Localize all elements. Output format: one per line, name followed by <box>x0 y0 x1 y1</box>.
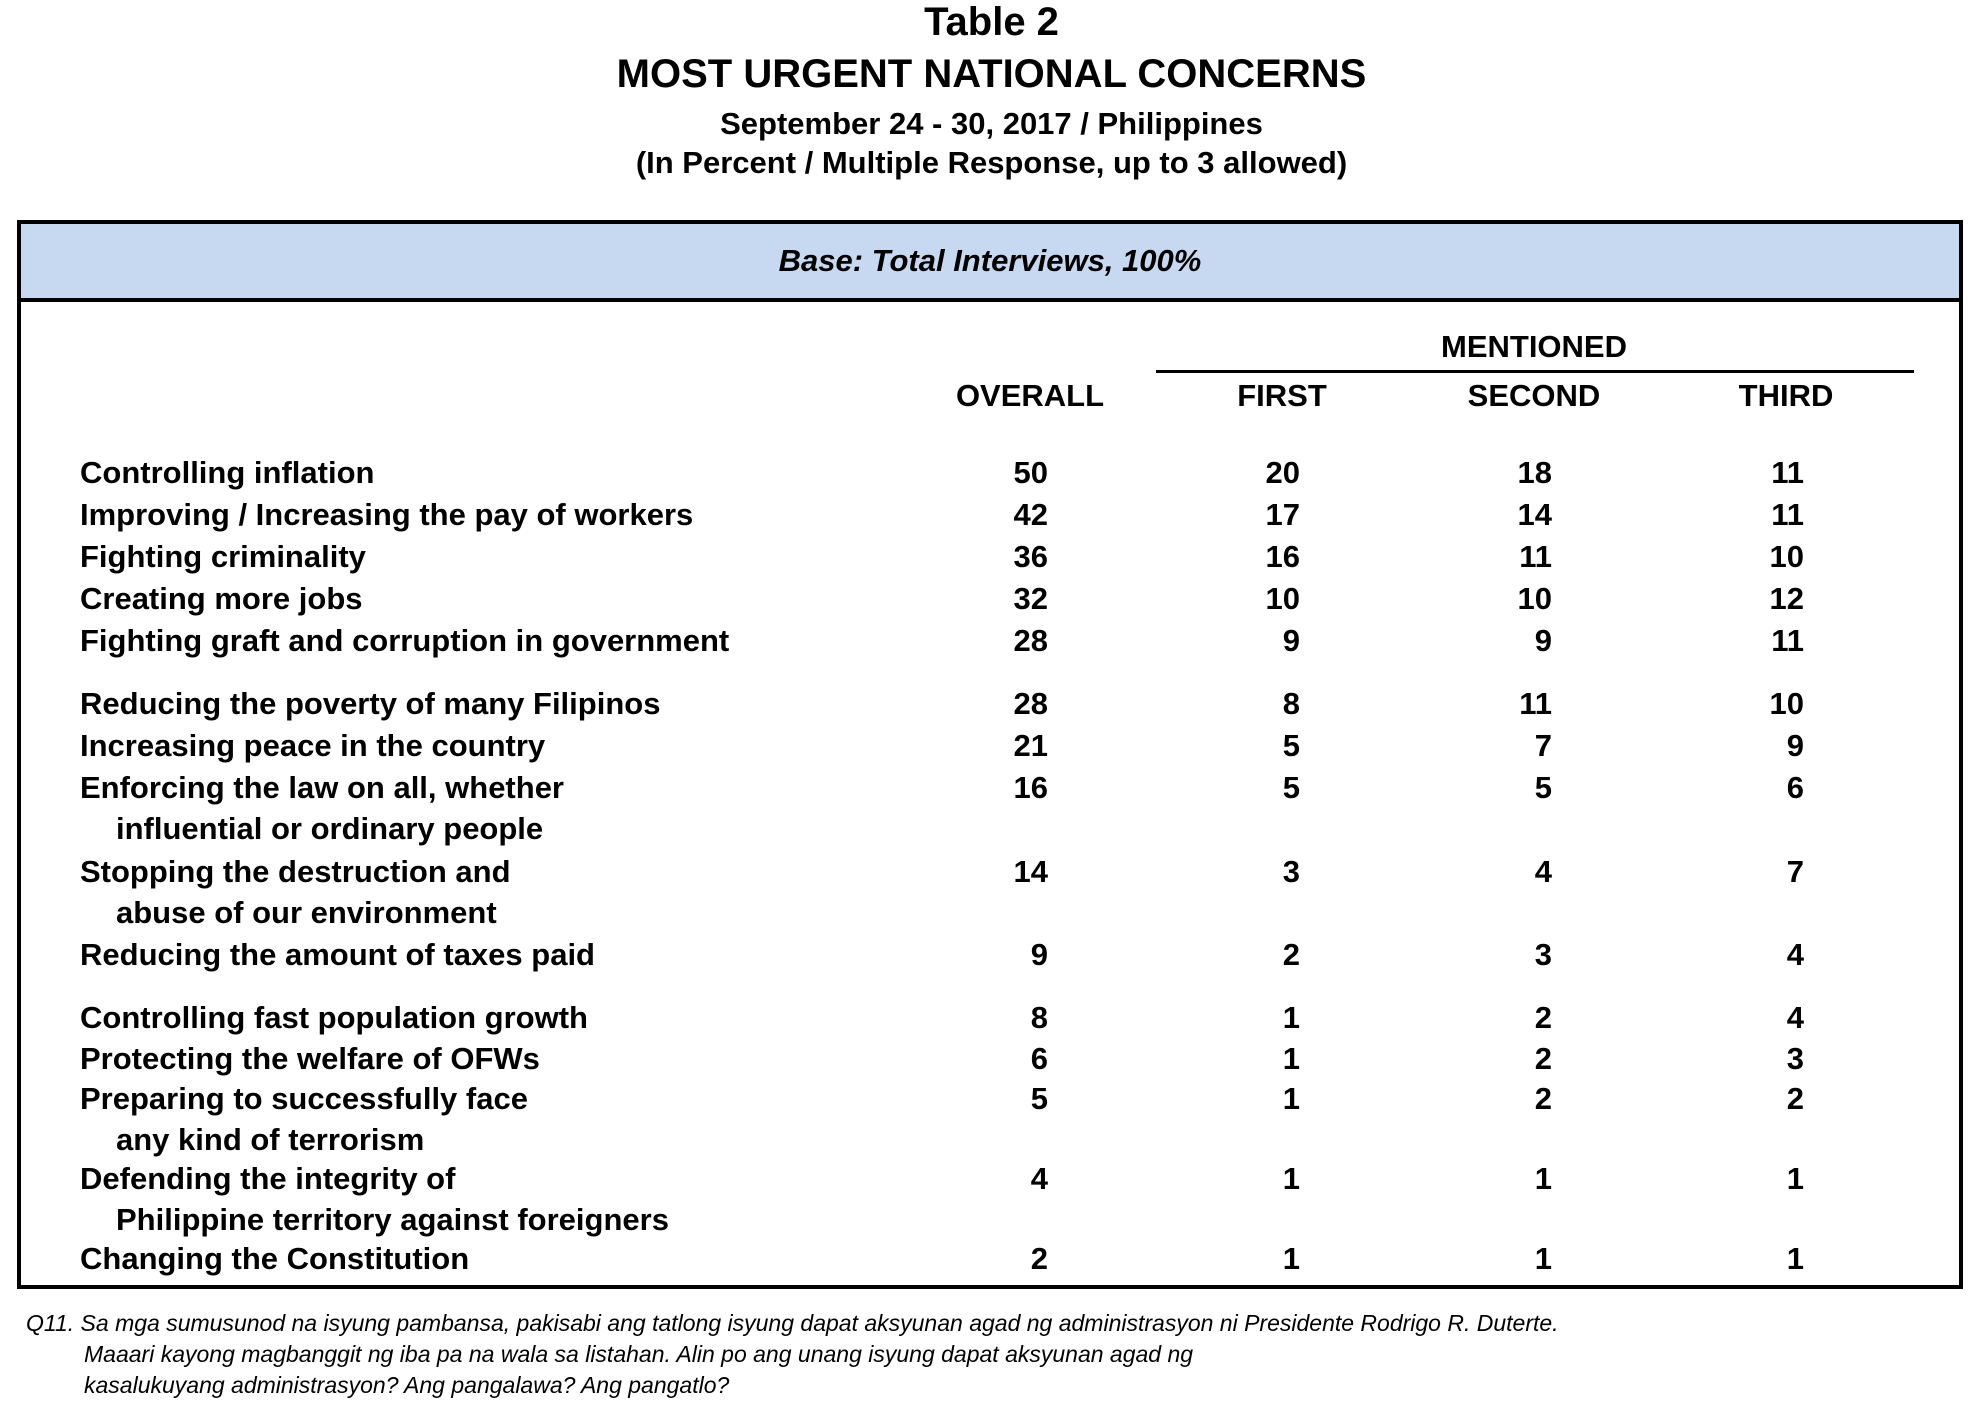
second-value: 2 <box>1534 1081 1552 1116</box>
second-value: 11 <box>1519 539 1552 574</box>
first-value: 1 <box>1282 1081 1300 1116</box>
second-value: 2 <box>1534 1000 1552 1035</box>
row-label-continued: abuse of our environment <box>116 895 497 930</box>
overall-value: 50 <box>1013 455 1048 490</box>
first-value: 1 <box>1282 1041 1300 1076</box>
question-line-3: kasalukuyang administrasyon? Ang pangalawa? Ang pangatlo? <box>84 1372 730 1398</box>
third-value: 11 <box>1771 497 1804 532</box>
second-header: SECOND <box>1467 378 1601 413</box>
overall-value: 5 <box>1030 1081 1048 1116</box>
row-label-continued: any kind of terrorism <box>116 1122 425 1157</box>
question-line-2: Maaari kayong magbanggit ng iba pa na wala sa listahan. Alin po ang unang isyung dapat aksyunan agad ng <box>84 1341 1194 1367</box>
first-value: 1 <box>1282 1161 1300 1196</box>
row-label: Protecting the welfare of OFWs <box>80 1041 540 1076</box>
second-value: 1 <box>1534 1161 1552 1196</box>
third-value: 2 <box>1786 1081 1804 1116</box>
overall-value: 42 <box>1013 497 1048 532</box>
second-value: 11 <box>1519 686 1552 721</box>
third-value: 10 <box>1769 686 1804 721</box>
row-label: Fighting criminality <box>80 539 366 574</box>
overall-value: 32 <box>1013 581 1048 616</box>
first-header: FIRST <box>1237 378 1327 413</box>
first-value: 1 <box>1282 1241 1300 1276</box>
mentioned-header: MENTIONED <box>1441 329 1627 364</box>
second-value: 9 <box>1534 623 1552 658</box>
second-value: 7 <box>1534 728 1552 763</box>
third-value: 7 <box>1786 854 1804 889</box>
third-value: 1 <box>1786 1161 1804 1196</box>
third-value: 1 <box>1786 1241 1804 1276</box>
third-value: 11 <box>1771 623 1804 658</box>
overall-value: 4 <box>1030 1161 1048 1196</box>
row-label: Reducing the amount of taxes paid <box>80 937 595 972</box>
overall-value: 14 <box>1013 854 1048 889</box>
first-value: 5 <box>1282 728 1300 763</box>
third-value: 12 <box>1769 581 1804 616</box>
second-value: 14 <box>1517 497 1552 532</box>
first-value: 1 <box>1282 1000 1300 1035</box>
third-header: THIRD <box>1738 378 1834 413</box>
row-label-continued: influential or ordinary people <box>116 811 544 846</box>
first-value: 17 <box>1265 497 1300 532</box>
date-place: September 24 - 30, 2017 / Philippines <box>720 106 1263 141</box>
first-value: 5 <box>1282 770 1300 805</box>
third-value: 11 <box>1771 455 1804 490</box>
row-label: Increasing peace in the country <box>80 728 546 763</box>
overall-value: 16 <box>1013 770 1048 805</box>
overall-header: OVERALL <box>955 378 1105 413</box>
row-label: Fighting graft and corruption in government <box>80 623 730 658</box>
second-value: 10 <box>1517 581 1552 616</box>
first-value: 3 <box>1282 854 1300 889</box>
second-value: 18 <box>1517 455 1552 490</box>
row-label: Improving / Increasing the pay of workers <box>80 497 694 532</box>
third-value: 4 <box>1786 937 1804 972</box>
question-note <box>26 1308 1559 1401</box>
overall-value: 21 <box>1013 728 1048 763</box>
overall-value: 9 <box>1030 937 1048 972</box>
overall-value: 28 <box>1013 623 1048 658</box>
first-value: 2 <box>1282 937 1300 972</box>
second-value: 3 <box>1534 937 1552 972</box>
question-line-1: Q11. Sa mga sumusunod na isyung pambansa, pakisabi ang tatlong isyung dapat aksyunan agad ng administrasyon ni Presidente Rodrigo R. Duterte. <box>26 1310 1559 1336</box>
third-value: 6 <box>1786 770 1804 805</box>
second-value: 5 <box>1534 770 1552 805</box>
unit-note: (In Percent / Multiple Response, up to 3 allowed) <box>635 145 1348 180</box>
row-label: Reducing the poverty of many Filipinos <box>80 686 661 721</box>
third-value: 3 <box>1786 1041 1804 1076</box>
row-label: Enforcing the law on all, whether <box>80 770 564 805</box>
row-label: Changing the Constitution <box>80 1241 470 1276</box>
second-value: 4 <box>1534 854 1552 889</box>
first-value: 8 <box>1282 686 1300 721</box>
table-heading: MOST URGENT NATIONAL CONCERNS <box>616 52 1367 96</box>
third-value: 10 <box>1769 539 1804 574</box>
overall-value: 6 <box>1030 1041 1048 1076</box>
first-value: 10 <box>1265 581 1300 616</box>
overall-value: 8 <box>1030 1000 1048 1035</box>
row-label: Controlling fast population growth <box>80 1000 588 1035</box>
second-value: 1 <box>1534 1241 1552 1276</box>
first-value: 9 <box>1282 623 1300 658</box>
second-value: 2 <box>1534 1041 1552 1076</box>
third-value: 4 <box>1786 1000 1804 1035</box>
overall-value: 36 <box>1013 539 1048 574</box>
base-band <box>21 224 1959 302</box>
base-label: Base: Total Interviews, 100% <box>778 243 1202 278</box>
row-label-continued: Philippine territory against foreigners <box>116 1202 669 1237</box>
row-label: Stopping the destruction and <box>80 854 511 889</box>
table-number: Table 2 <box>924 0 1059 44</box>
overall-value: 28 <box>1013 686 1048 721</box>
mentioned-rule <box>1156 370 1914 373</box>
third-value: 9 <box>1786 728 1804 763</box>
first-value: 16 <box>1265 539 1300 574</box>
overall-value: 2 <box>1030 1241 1048 1276</box>
row-label: Preparing to successfully face <box>80 1081 528 1116</box>
first-value: 20 <box>1265 455 1300 490</box>
row-label: Controlling inflation <box>80 455 375 490</box>
row-label: Creating more jobs <box>80 581 363 616</box>
row-label: Defending the integrity of <box>80 1161 456 1196</box>
